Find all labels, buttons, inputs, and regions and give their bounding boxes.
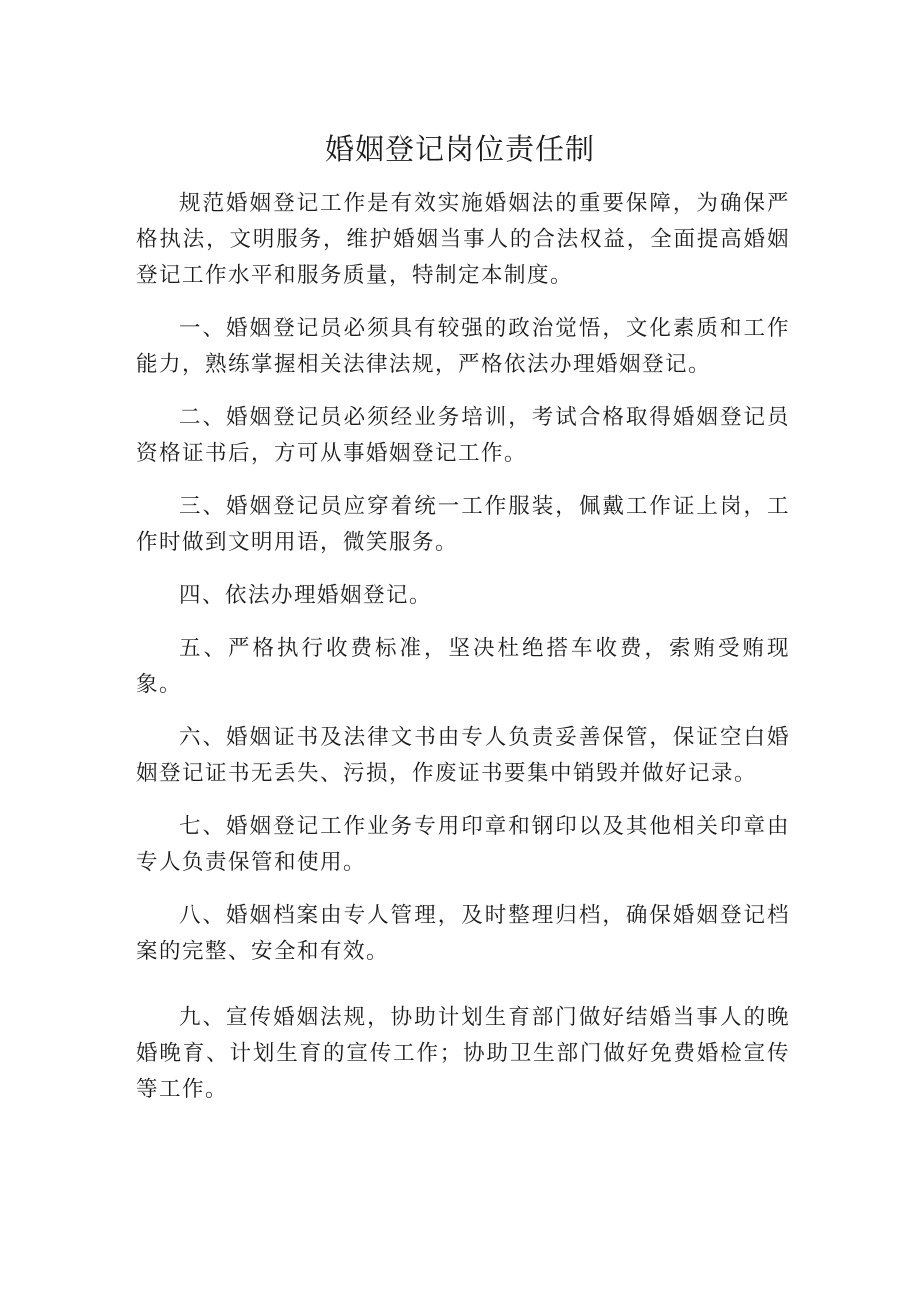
paragraph-item-1: 一、婚姻登记员必须具有较强的政治觉悟，文化素质和工作能力，熟练掌握相关法律法规，严格依法办理婚姻登记。 xyxy=(136,316,790,377)
paragraph-item-7: 七、婚姻登记工作业务专用印章和钢印以及其他相关印章由专人负责保管和使用。 xyxy=(136,814,790,875)
paragraph-item-2: 二、婚姻登记员必须经业务培训，考试合格取得婚姻登记员资格证书后，方可从事婚姻登记工作。 xyxy=(136,405,790,466)
paragraph-item-3: 三、婚姻登记员应穿着统一工作服装，佩戴工作证上岗，工作时做到文明用语，微笑服务。 xyxy=(136,494,790,555)
paragraph-item-5: 五、严格执行收费标准，坚决杜绝搭车收费，索贿受贿现象。 xyxy=(136,636,790,697)
document-body xyxy=(136,186,790,1125)
paragraph-item-8: 八、婚姻档案由专人管理，及时整理归档，确保婚姻登记档案的完整、安全和有效。 xyxy=(136,903,790,964)
paragraph-item-9: 九、宣传婚姻法规，协助计划生育部门做好结婚当事人的晚婚晚育、计划生育的宣传工作；协助卫生部门做好免费婚检宣传等工作。 xyxy=(136,1005,790,1102)
document-title: 婚姻登记岗位责任制 xyxy=(324,132,595,166)
paragraph-item-6: 六、婚姻证书及法律文书由专人负责妥善保管，保证空白婚姻登记证书无丢失、污损，作废证书要集中销毁并做好记录。 xyxy=(136,725,790,786)
paragraph-preamble: 规范婚姻登记工作是有效实施婚姻法的重要保障，为确保严格执法，文明服务，维护婚姻当事人的合法权益，全面提高婚姻登记工作水平和服务质量，特制定本制度。 xyxy=(136,191,790,288)
paragraph-item-4: 四、依法办理婚姻登记。 xyxy=(179,583,433,608)
